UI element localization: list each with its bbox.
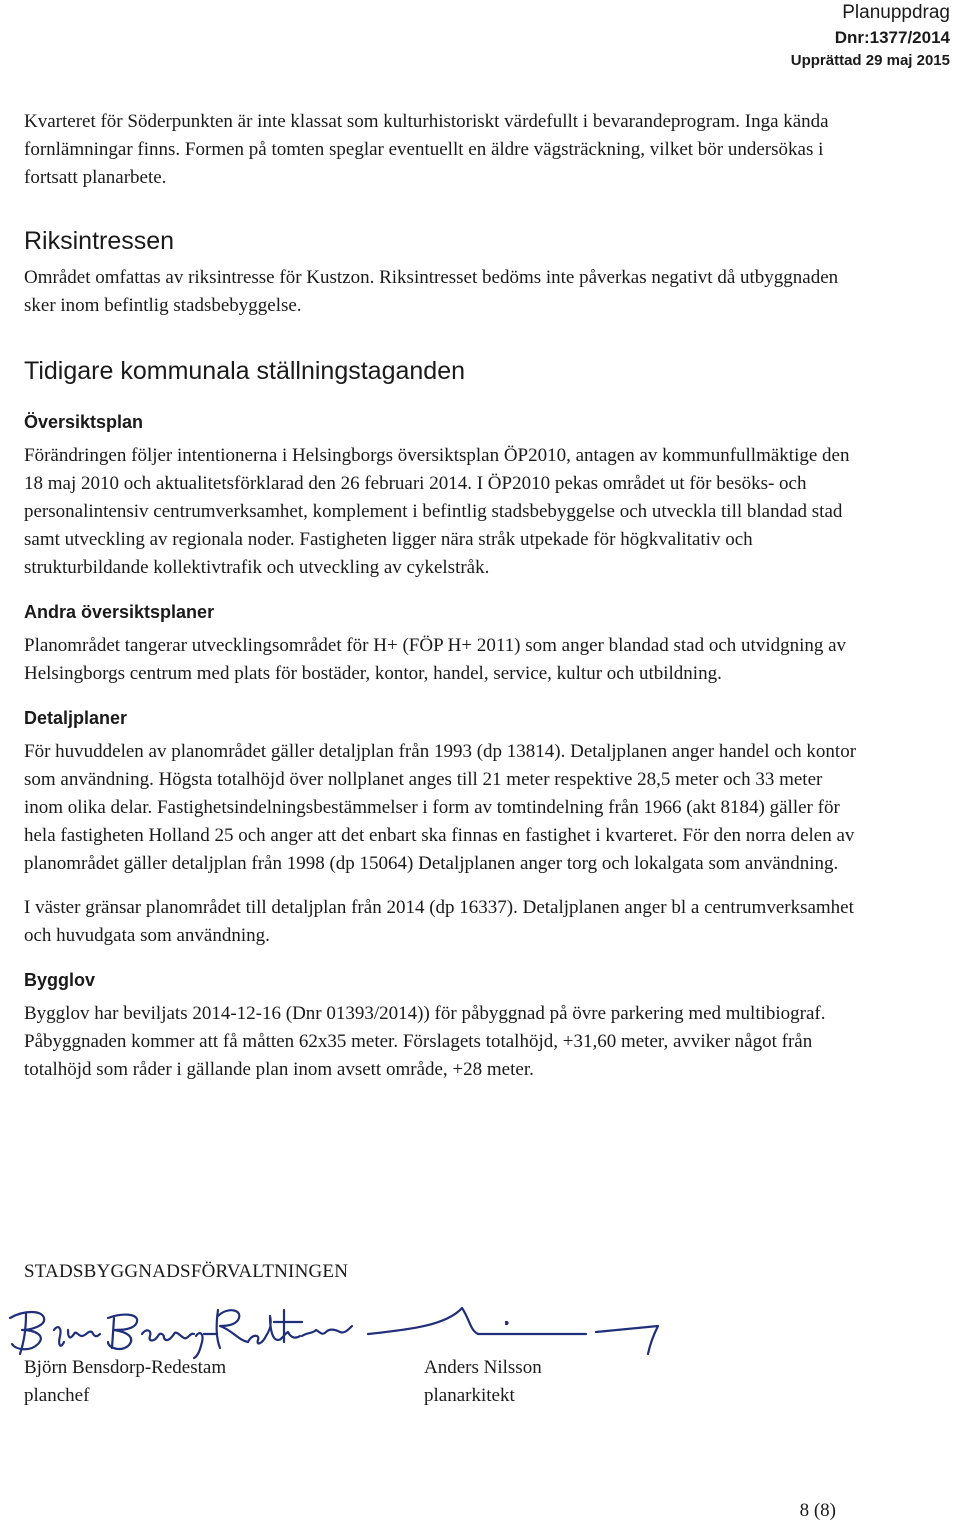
document-body — [24, 108, 864, 1084]
signer-name: Anders Nilsson — [424, 1357, 542, 1378]
intro-paragraph: Kvarteret för Söderpunkten är inte klassat som kulturhistoriskt värdefullt i bevarandeprogram. Inga kända fornlämningar finns. Formen på tomten speglar eventuellt en äldre vägsträckning, vilket bör undersökas i fortsatt planarbete. — [24, 111, 829, 188]
signer-block-1 — [24, 1354, 226, 1410]
document-date: Upprättad 29 maj 2015 — [790, 52, 950, 69]
oversiktsplan-heading: Översiktsplan — [24, 412, 144, 432]
organization-name: STADSBYGGNADSFÖRVALTNINGEN — [24, 1261, 349, 1282]
signer-block-2 — [424, 1354, 542, 1410]
document-type: Planuppdrag — [842, 2, 950, 23]
page-header — [791, 0, 950, 72]
riksintressen-paragraph: Området omfattas av riksintresse för Kustzon. Riksintresset bedöms inte påverkas negativt då utbyggnaden sker inom befintlig stadsbebyggelse. — [24, 267, 839, 316]
diary-number: Dnr:1377/2014 — [834, 28, 950, 47]
andra-oversiktsplaner-paragraph: Planområdet tangerar utvecklingsområdet för H+ (FÖP H+ 2011) som anger blandad stad och utvidgning av Helsingborgs centrum med plats för bostäder, kontor, handel, service, kultur och utbildning. — [24, 635, 847, 684]
signer-role: planchef — [24, 1385, 90, 1406]
bygglov-paragraph: Bygglov har beviljats 2014-12-16 (Dnr 01393/2014)) för påbyggnad på övre parkering med multibiograf. Påbyggnaden kommer att få måtten 62x35 meter. Förslagets totalhöjd, +31,60 meter, avviker något från totalhöjd som råder i gällande plan inom avsett område, +28 meter. — [24, 1003, 826, 1080]
oversiktsplan-paragraph: Förändringen följer intentionerna i Helsingborgs översiktsplan ÖP2010, antagen av kommunfullmäktige den 18 maj 2010 och aktualitetsförklarad den 26 februari 2014. I ÖP2010 pekas området ut för besöks- och personalintensiv centrumverksamhet, komplement i befintlig stadsbebyggelse och utveckla till blandad stad samt utveckling av regionala noder. Fastigheten ligger nära stråk utpekade för högkvalitativ och strukturbildande kollektivtrafik och utveckling av cykelstråk. — [24, 445, 850, 578]
detaljplaner-paragraph-2: I väster gränsar planområdet till detaljplan från 2014 (dp 16337). Detaljplanen anger bl a centrumverksamhet och huvudgata som användning. — [24, 897, 854, 946]
bygglov-heading: Bygglov — [24, 970, 96, 990]
riksintressen-heading: Riksintressen — [24, 227, 175, 255]
signature-anders-nilsson — [366, 1300, 666, 1360]
tidigare-heading: Tidigare kommunala ställningstaganden — [24, 357, 466, 385]
detaljplaner-paragraph-1: För huvuddelen av planområdet gäller detaljplan från 1993 (dp 13814). Detaljplanen anger handel och kontor som användning. Högsta totalhöjd över nollplanet anges till 21 meter respektive 28,5 meter och 33 meter inom olika delar. Fastighetsindelningsbestämmelser i form av tomtindelning från 1966 (akt 8184) gäller för hela fastigheten Holland 25 och anger att det enbart ska finnas en fastighet i kvarteret. För den norra delen av planområdet gäller detaljplan från 1998 (dp 15064) Detaljplanen anger torg och lokalgata som användning. — [24, 741, 857, 874]
signer-role: planarkitekt — [424, 1385, 515, 1406]
page-number: 8 (8) — [799, 1500, 836, 1521]
signer-name: Björn Bensdorp-Redestam — [24, 1357, 227, 1378]
andra-oversiktsplaner-heading: Andra översiktsplaner — [24, 602, 215, 622]
detaljplaner-heading: Detaljplaner — [24, 708, 128, 728]
signature-bjorn-bensdorp-redestam — [4, 1296, 354, 1360]
